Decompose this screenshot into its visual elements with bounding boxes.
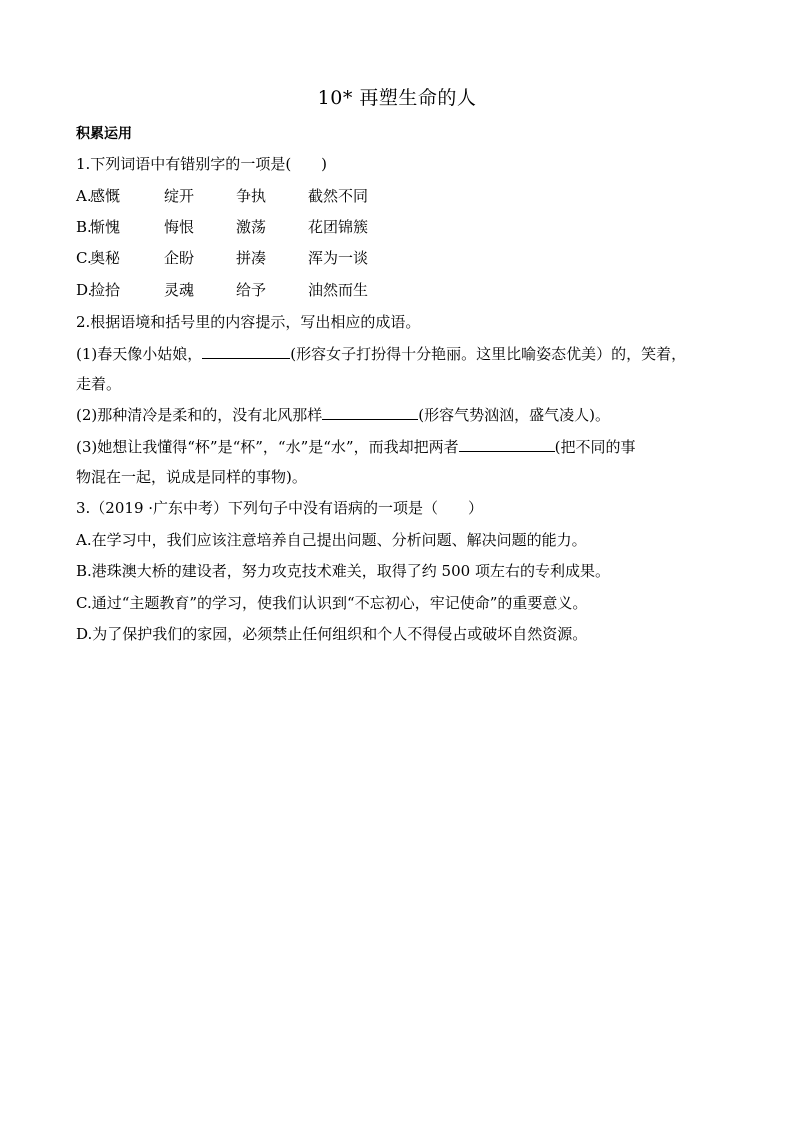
option-word: 感慨 — [90, 187, 121, 205]
question-3-stem: 3.（2019 ·广东中考）下列句子中没有语病的一项是（ ） — [76, 499, 484, 517]
option-word: 企盼 — [164, 249, 195, 267]
question-2-sentence-3 — [76, 437, 635, 457]
question-2-sentence-1-cont: 走着。 — [76, 375, 122, 393]
question-1-option-a — [76, 186, 396, 206]
sentence-text: (形容气势汹汹，盛气凌人)。 — [418, 406, 610, 424]
option-word: 捡拾 — [90, 281, 121, 299]
sentence-text: (把不同的事 — [554, 438, 636, 456]
question-1-option-d — [76, 280, 396, 300]
question-3-option-c: C.通过“主题教育”的学习，使我们认识到“不忘初心，牢记使命”的重要意义。 — [76, 594, 588, 612]
question-2-stem: 2.根据语境和括号里的内容提示，写出相应的成语。 — [76, 313, 421, 331]
option-word: 给予 — [236, 281, 267, 299]
page-title: 10* 再塑生命的人 — [317, 87, 477, 109]
option-letter: C. — [76, 249, 92, 267]
question-2-sentence-2 — [76, 405, 610, 425]
option-letter: A. — [76, 187, 92, 205]
sentence-text: (3)她想让我懂得“杯”是“杯”，“水”是“水”，而我却把两者 — [76, 438, 459, 456]
option-word: 截然不同 — [308, 187, 369, 205]
option-word: 花团锦簇 — [308, 218, 369, 236]
question-3-option-b: B.港珠澳大桥的建设者，努力攻克技术难关，取得了约 500 项左右的专利成果。 — [76, 562, 610, 580]
sentence-text: (形容女子打扮得十分艳丽。这里比喻姿态优美）的，笑着， — [290, 345, 687, 363]
question-3-option-a: A.在学习中，我们应该注意培养自己提出问题、分析问题、解决问题的能力。 — [76, 531, 587, 549]
question-1-option-b — [76, 217, 396, 237]
option-word: 浑为一谈 — [308, 249, 369, 267]
section-label: 积累运用 — [76, 126, 132, 142]
sentence-text: (1)春天像小姑娘， — [76, 345, 203, 363]
option-word: 激荡 — [236, 218, 267, 236]
option-word: 油然而生 — [308, 281, 369, 299]
option-word: 惭愧 — [90, 218, 121, 236]
question-1-stem: 1.下列词语中有错别字的一项是( ) — [76, 155, 328, 173]
option-word: 绽开 — [164, 187, 195, 205]
option-letter: D. — [76, 281, 93, 299]
question-1-option-c — [76, 248, 396, 268]
option-word: 争执 — [236, 187, 267, 205]
option-word: 奥秘 — [90, 249, 121, 267]
option-word: 悔恨 — [164, 218, 195, 236]
answer-blank[interactable] — [322, 405, 418, 420]
answer-blank[interactable] — [202, 344, 290, 359]
question-2-sentence-3-cont: 物混在一起，说成是同样的事物)。 — [76, 468, 307, 486]
answer-blank[interactable] — [459, 437, 555, 452]
question-2-sentence-1 — [76, 344, 686, 364]
option-word: 拼凑 — [236, 249, 267, 267]
option-letter: B. — [76, 218, 92, 236]
sentence-text: (2)那种清冷是柔和的，没有北风那样 — [76, 406, 323, 424]
question-3-option-d: D.为了保护我们的家园，必须禁止任何组织和个人不得侵占或破坏自然资源。 — [76, 625, 588, 643]
option-word: 灵魂 — [164, 281, 195, 299]
